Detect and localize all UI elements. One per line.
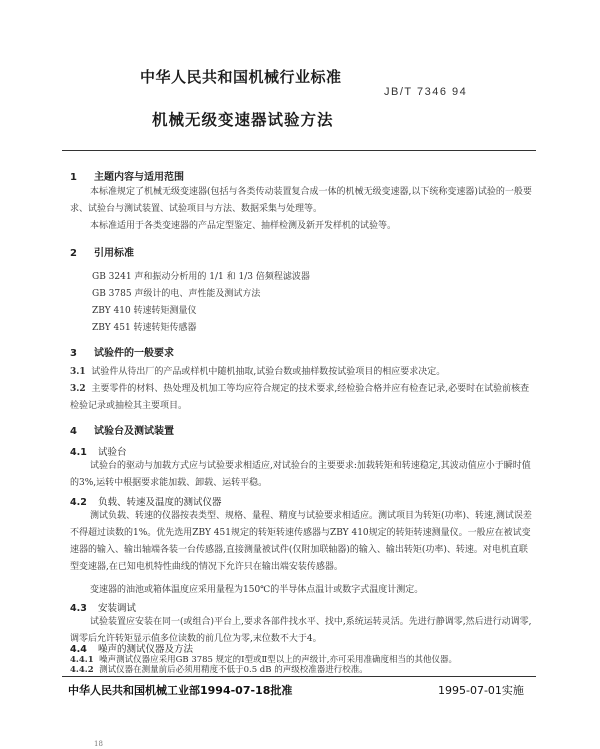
clause-4-4-2 bbox=[70, 665, 532, 676]
clause-4-1-text: 试验台的驱动与加载方式应与试验要求相适应,对试验台的主要要求:加载转矩和转速稳定,其波动值应小于瞬时值的3%,运转中根据要求能加载、卸载、运转平稳。 bbox=[70, 461, 531, 488]
reference-standard-item: ZBY 451 转速转矩传感器 bbox=[92, 323, 197, 333]
reference-standard-item: GB 3785 声级计的电、声性能及测试方法 bbox=[92, 289, 261, 299]
header-divider bbox=[62, 150, 536, 151]
clause-text: 噪声测试仪器应采用GB 3785 规定的Ⅰ型或Ⅱ型以上的声级计,亦可采用准确度相当的其他仪器。 bbox=[99, 655, 457, 665]
clause-4-2-text-1: 测试负载、转速的仪器按表类型、规格、量程、精度与试验要求相适应。测试项目为转矩(功率)、转速,测试误差不得超过读数的1%。优先选用ZBY 451规定的转矩转速传感器与ZBY 410规定的转矩转速测量仪。一般应在被试变速器的输入、输出轴端各装一台传感器,直接测量被试件(仅附加联轴器)的输入、输出转矩(功率)、转速。对电机直联型变速器,在已知电机特性曲线的情况下允许只在输出端安装传感器。 bbox=[70, 511, 532, 572]
clause-4-3-text: 试验装置应安装在同一(或组合)平台上,要求各部件找水平、找中,系统运转灵活。先进行静调零,然后进行动调零,调零后允许转矩显示值多位读数的前几位为零,末位数不大于4。 bbox=[70, 617, 532, 644]
footer-divider bbox=[62, 676, 536, 677]
section-2-heading bbox=[70, 244, 134, 259]
standard-code: JB/T 7346 94 bbox=[384, 86, 468, 98]
clause-title: 负载、转速及温度的测试仪器 bbox=[98, 497, 222, 508]
subsection-4-3-heading bbox=[70, 600, 136, 614]
section-title: 主题内容与适用范围 bbox=[94, 172, 184, 183]
clause-number: 4.3 bbox=[70, 603, 87, 614]
section-1-paragraph-1: 本标准规定了机械无级变速器(包括与各类传动装置复合成一体的机械无级变速器,以下统称变速器)试验的一般要求、试验台与测试装置、试验项目与方法、数据采集与处理等。 bbox=[70, 187, 532, 214]
clause-title: 试验台 bbox=[98, 447, 127, 458]
subsection-4-2-heading bbox=[70, 494, 222, 508]
document-title: 机械无级变速器试验方法 bbox=[152, 111, 334, 129]
approval-line: 中华人民共和国机械工业部1994-07-18批准 bbox=[68, 684, 293, 697]
page-number: 18 bbox=[94, 740, 103, 748]
clause-number: 4.2 bbox=[70, 497, 87, 508]
clause-title: 噪声的测试仪器及方法 bbox=[98, 644, 194, 655]
clause-number: 4.4 bbox=[70, 644, 87, 655]
section-title: 试验件的一般要求 bbox=[94, 348, 174, 359]
subsection-4-4-heading bbox=[70, 641, 193, 655]
section-4-heading bbox=[70, 422, 174, 437]
clause-number: 3.1 bbox=[70, 367, 86, 377]
reference-standard-item: ZBY 410 转速转矩测量仪 bbox=[92, 306, 197, 316]
subsection-4-1-heading bbox=[70, 444, 127, 458]
clause-number: 4.4.2 bbox=[70, 665, 94, 675]
clause-3-1 bbox=[70, 364, 532, 381]
section-number: 2 bbox=[70, 248, 77, 259]
implementation-date: 1995-07-01实施 bbox=[438, 684, 524, 697]
clause-4-2-text-2: 变速器的油池或箱体温度应采用量程为150℃的半导体点温计或数字式温度计测定。 bbox=[90, 585, 424, 595]
clause-number: 4.1 bbox=[70, 447, 87, 458]
clause-text: 主要零件的材料、热处理及机加工等均应符合规定的技术要求,经检验合格并应有检查记录,必要时在试验前核查检验记录或抽检其主要项目。 bbox=[70, 384, 530, 411]
section-number: 1 bbox=[70, 172, 77, 183]
section-title: 试验台及测试装置 bbox=[94, 426, 174, 437]
clause-number: 3.2 bbox=[70, 384, 86, 394]
clause-text: 试验件从待出厂的产品或样机中随机抽取,试验台数或抽样数按试验项目的相应要求决定。 bbox=[91, 367, 446, 377]
section-number: 4 bbox=[70, 426, 77, 437]
section-3-heading bbox=[70, 344, 174, 359]
section-title: 引用标准 bbox=[94, 248, 134, 259]
reference-standard-item: GB 3241 声和振动分析用的 1/1 和 1/3 倍频程滤波器 bbox=[92, 272, 310, 282]
standard-classification: 中华人民共和国机械行业标准 bbox=[140, 68, 342, 86]
clause-title: 安装调试 bbox=[98, 603, 137, 614]
section-1-paragraph-2: 本标准适用于各类变速器的产品定型鉴定、抽样检测及新开发样机的试验等。 bbox=[90, 221, 397, 231]
clause-3-2 bbox=[70, 381, 532, 415]
section-number: 3 bbox=[70, 348, 77, 359]
clause-number: 4.4.1 bbox=[70, 655, 94, 665]
section-1-heading bbox=[70, 168, 184, 183]
clause-text: 测试仪器在测量前后必须用精度不低于0.5 dB 的声级校准器进行校准。 bbox=[99, 665, 368, 675]
